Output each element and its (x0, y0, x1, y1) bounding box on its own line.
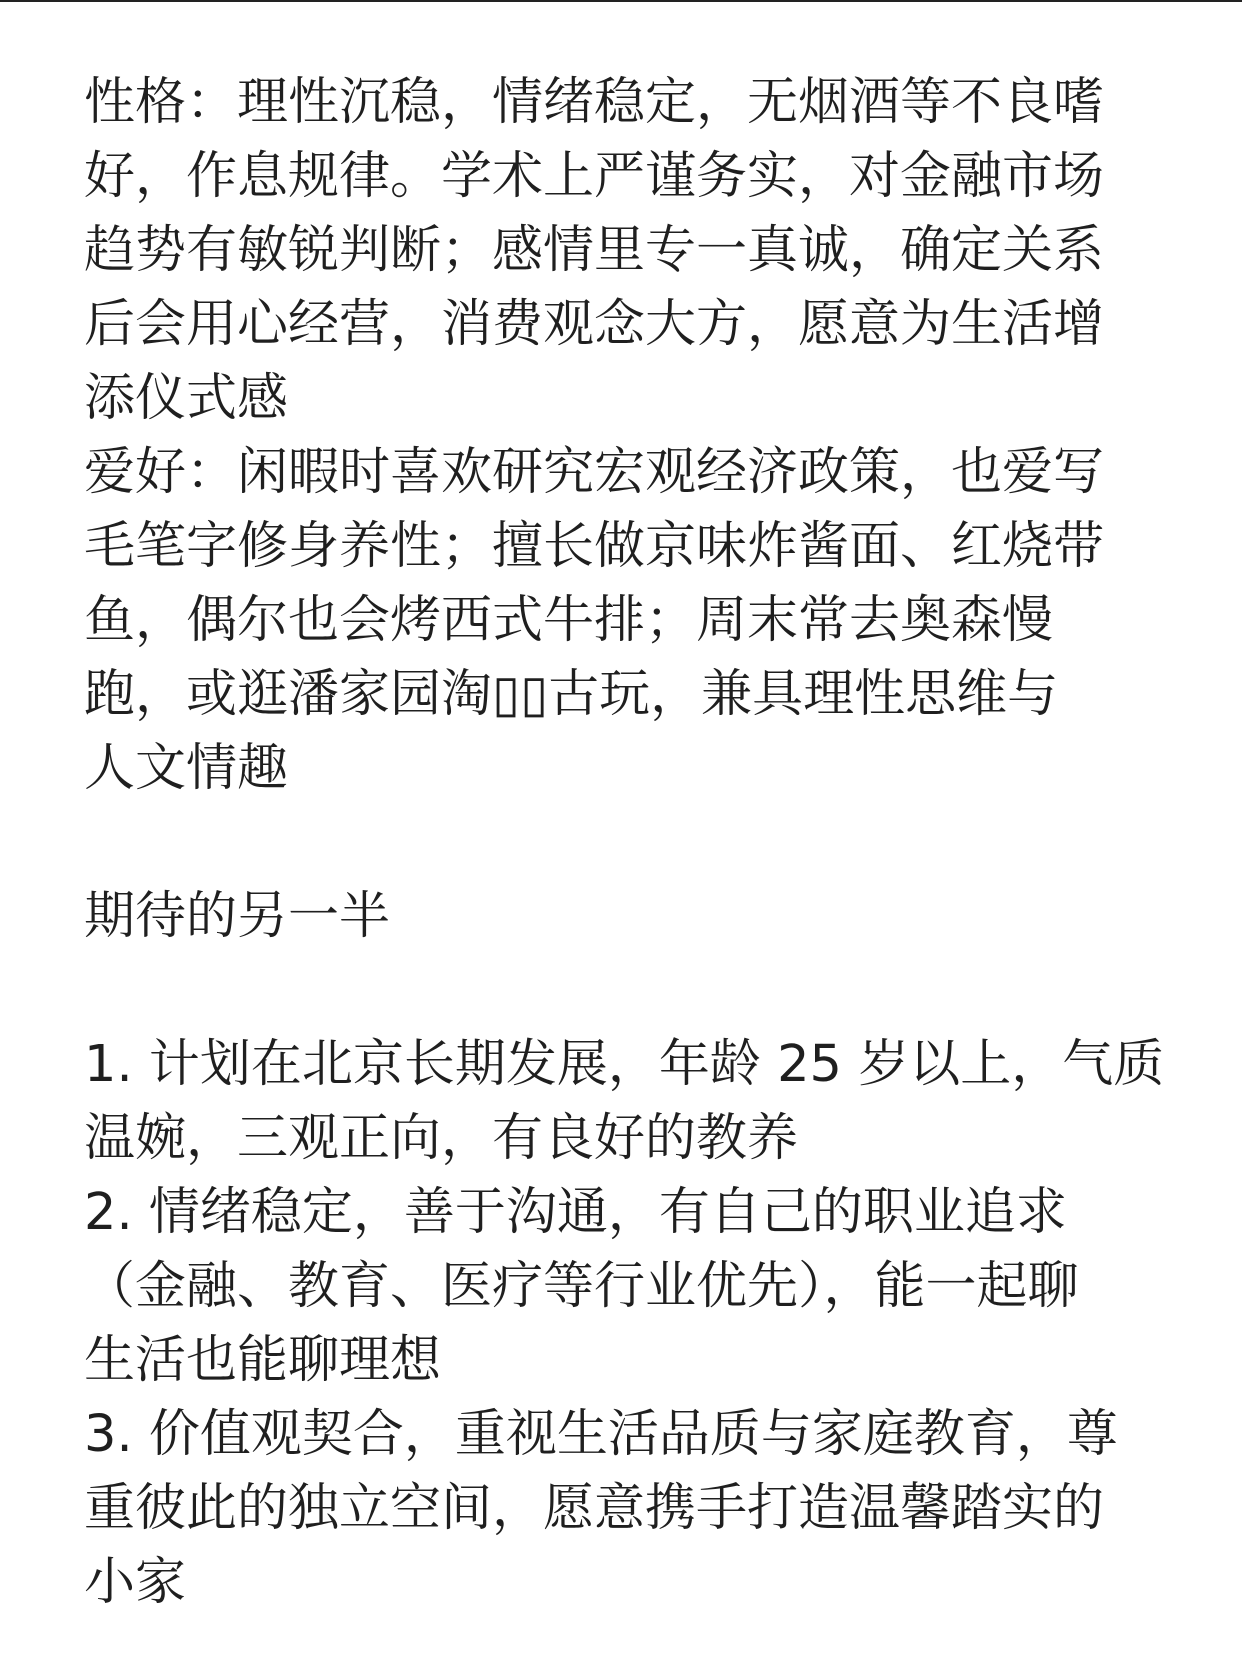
text-line: （金融、教育、医疗等行业优先），能一起聊 (84, 1257, 1079, 1316)
requirement-item-1 (84, 1028, 1164, 1176)
text-line: 人文情趣 (84, 739, 289, 798)
post-body (84, 66, 1164, 1620)
text-line: 生活也能聊理想 (84, 1331, 442, 1390)
text-line: 好，作息规律。学术上严谨务实，对金融市场 (84, 147, 1105, 206)
top-border (0, 0, 1242, 2)
requirement-item-2 (84, 1176, 1164, 1398)
section-heading (84, 880, 1164, 954)
hobbies-paragraph (84, 436, 1164, 806)
text-line: 1. 计划在北京长期发展，年龄 25 岁以上，气质 (84, 1035, 1165, 1094)
text-line: 后会用心经营，消费观念大方，愿意为生活增 (84, 295, 1105, 354)
requirement-item-3 (84, 1398, 1164, 1620)
text-line: 跑，或逛潘家园淘▯▯古玩，兼具理性思维与 (84, 665, 1059, 724)
blank-line (84, 806, 1164, 880)
text-line: 添仪式感 (84, 369, 289, 428)
text-line: 小家 (84, 1553, 187, 1612)
text-line: 3. 价值观契合，重视生活品质与家庭教育，尊 (84, 1405, 1118, 1464)
text-line: 性格：理性沉稳，情绪稳定，无烟酒等不良嗜 (84, 73, 1105, 132)
text-line: 毛笔字修身养性；擅长做京味炸酱面、红烧带 (84, 517, 1105, 576)
text-line: 2. 情绪稳定，善于沟通，有自己的职业追求 (84, 1183, 1067, 1242)
partner-heading: 期待的另一半 (84, 887, 391, 946)
text-line: 重彼此的独立空间，愿意携手打造温馨踏实的 (84, 1479, 1105, 1538)
text-line: 鱼，偶尔也会烤西式牛排；周末常去奥森慢 (84, 591, 1054, 650)
blank-line (84, 954, 1164, 1028)
text-line: 爱好：闲暇时喜欢研究宏观经济政策，也爱写 (84, 443, 1105, 502)
personality-paragraph (84, 66, 1164, 436)
text-line: 趋势有敏锐判断；感情里专一真诚，确定关系 (84, 221, 1105, 280)
text-line: 温婉，三观正向，有良好的教养 (84, 1109, 799, 1168)
